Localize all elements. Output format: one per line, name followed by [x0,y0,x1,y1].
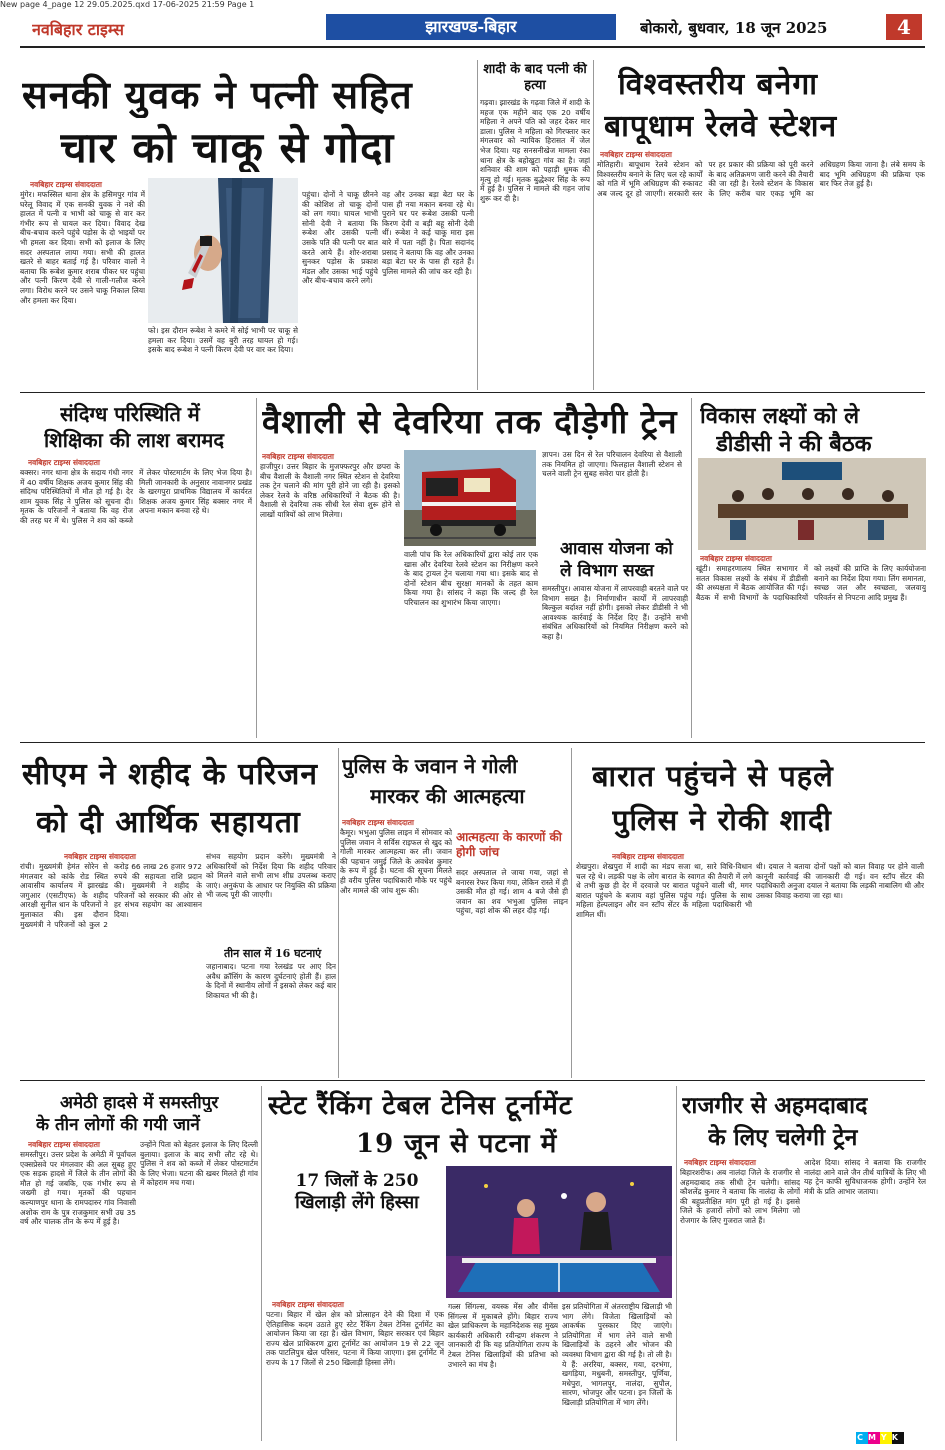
a11-body: समस्तीपुर। उत्तर प्रदेश के अमेठी में पूर्वांचल एक्सप्रेसवे पर मंगलवार की अल सुबह हुए एक सड़क हादसे में जिले के तीन लोगों की मौत हो गई जबकि, एक गंभीर रूप से जख्मी हो गया। मृतकों की पहचान कल्याणपुर थाना के रामपदारुर गांव निवासी अशोक राम के पुत्र राजकुमार सभी उम्र 35 वर्ष और चालक तीन के रूप में हुई है। [20,1150,136,1227]
a7-byline: नवबिहार टाइम्स संवाददाता [700,554,772,563]
a3-headline-2: बापूधाम रेलवे स्टेशन [604,109,838,144]
a11-col2: उन्होंने पिता को बेहतर इलाज के लिए दिल्ली बुलाया। इलाज के बाद सभी लौट रहे थे। पुलिस ने शव को कब्जे में लेकर पोस्टमार्टम के लिए भेजा। घटना की खबर मिलते ही गांव में कोहराम मच गया। [140,1140,258,1188]
divider [261,1086,262,1441]
a8-subhead: तीन साल में 16 घटनाएं [224,947,322,960]
a1-col2: पहुंचा। दोनों ने चाकू छीनने की कोशिश तो चाकू दोनों को लग गया। घायल भाभी सोनी देवी ने बताया कि रूबेश और उसकी पत्नी उसके पति की पत्नी पर बात करते आये हैं। शोर-शराबा सुनकर पड़ोस के प्रकाश मंडल और उसका भाई पहुंचे और बीच-बचाव करने लगे। [302,190,378,286]
a7-headline-1: विकास लक्ष्यों को ले [700,403,860,426]
a8-col2: संभव सहयोग प्रदान करेंगे। मुख्यमंत्री ने अधिकारियों को निर्देश दिया कि शहीद परिवार को मिलने वाले सभी लाभ शीघ्र उपलब्ध कराए जाएं। अनुकंपा के आधार पर नियुक्ति की प्रक्रिया भी जल्द पूरी की जाएगी। [206,852,336,900]
table-tennis-illustration [446,1166,672,1298]
a10-byline: नवबिहार टाइम्स संवाददाता [612,852,684,861]
a13-col2: आदेश दिया। सांसद ने बताया कि राजगीर नालंदा आने वाले जैन तीर्थ यात्रियों के लिए भी यह ट्रेन काफी सुविधाजनक होगी। उन्होंने रेल मंत्री के प्रति आभार जताया। [804,1158,926,1196]
brand-name: नवबिहार टाइम्स [32,20,124,39]
a2-kicker: शादी के बाद पत्नी की हत्या [483,62,587,93]
a4-body: बक्सर। नगर थाना क्षेत्र के सदाय गंधी नगर में 40 वर्षीय शिक्षक अजय कुमार सिंह की संदिग्ध परिस्थितियों में मौत हो गई है। देर शाम युवक सिंह ने पुलिस को सूचना दी। मृतक के परिजनों ने बताया कि वह रोज की तरह घर में थे। पुलिस ने शव को कब्जे में लेकर पोस्टमार्टम के लिए भेज दिया है। मिली जानकारी के अनुसार नावानगर प्रखंड के खरगपुरा प्राथमिक विद्यालय में कार्यरत शिक्षक अजय कुमार सिंह बक्सर नगर में अपना मकान बनवा रहे थे। [20,468,252,525]
a5-train-photo [404,450,536,546]
a8-byline: नवबिहार टाइम्स संवाददाता [64,852,136,861]
a9-byline: नवबिहार टाइम्स संवाददाता [342,818,414,827]
a9-headline-1: पुलिस के जवान ने गोली [342,754,518,778]
a10-col2: थी। दयाल ने बताया दोनों पक्षों को बाल विवाह पर होने वाली कानूनी कार्रवाई की जानकारी दी गई। वन स्टॉप सेंटर की पदाधिकारी अनुजा दयाल ने बताया कि लड़की नाबालिग थी और उसका विवाह कराया जा रहा था। [756,862,924,900]
cmyk-label: CMYK [857,1433,903,1442]
masthead [20,14,930,44]
divider [676,1086,677,1441]
a3-headline-1: विश्वस्तरीय बनेगा [618,67,818,102]
a12-sub-2: खिलाड़ी लेंगे हिस्सा [295,1192,419,1213]
a12-tennis-photo [446,1166,672,1298]
a8-col2b: जहानाबाद। पटना गया रेलखंड पर आए दिन अवैध क्रॉसिंग के कारण दुर्घटनाएं होती हैं। हाल के दिनों में स्थानीय लोगों ने इसको लेकर कई बार शिकायत भी की है। [206,962,336,1000]
a12-sub-1: 17 जिलों के 250 [295,1171,419,1190]
train-engine-illustration [404,450,536,546]
a4-byline: नवबिहार टाइम्स संवाददाता [28,458,100,467]
a10-body: शेखपुरा। शेखपुरा में शादी का मंडप सजा था, सारे विधि-विधान चल रहे थे। लड़की पक्ष के लोग बारात के स्वागत की तैयारी में लगे थे तभी कुछ ही देर में दरवाजे पर बारात पहुंचने वाली थी, मगर बारात पहुंचने के बजाय वहां पुलिस पहुंच गई। पुलिस के साथ महिला हेल्पलाइन और वन स्टॉप सेंटर के महिला पदाधिकारी भी शामिल थीं। [576,862,752,919]
a2-body: गढ़वा। झारखंड के गढ़वा जिले में शादी के महज एक महीने बाद एक 20 वर्षीय महिला ने अपने पति को जहर देकर मार डाला। पुलिस ने महिला को गिरफ्तार कर मंगलवार को न्यायिक हिरासत में जेल भेज दिया। यह सनसनीखेज मामला रंका थाना क्षेत्र के बहोखुटा गांव का है। जहां शनिवार की शाम को पहाड़ी धुमक की मृत्यु हो गई। मृतक बुद्धेश्वर सिंह के रूप में हुई है। पुलिस ने मामले की गहन जांच शुरू कर दी है। [480,98,590,203]
a12-headline-1: स्टेट रैंकिंग टेबल टेनिस टूर्नामेंट [268,1091,573,1121]
a10-headline-1: बारात पहुंचने से पहले [592,759,834,793]
a8-headline-1: सीएम ने शहीद के परिजन [22,757,319,792]
a12-byline: नवबिहार टाइम्स संवाददाता [272,1300,344,1309]
a4-headline-2: शिक्षिका की लाश बरामद [44,428,224,452]
a8-body: रांची। मुख्यमंत्री हेमंत सोरेन से मंगलवार को कांके रोड स्थित आवासीय कार्यालय में झारखंड जगुआर (एसटीएफ) के शहीद आरक्षी सुनील धान के परिजनों ने मुलाकात की। इस दौरान मुख्यमंत्री ने परिजनों को कुल 2 करोड़ 66 लाख 26 हजार 972 रुपये की सहायता राशि प्रदान की। मुख्यमंत्री ने शहीद के परिजनों को सरकार की ओर से हर संभव सहयोग का आश्वासन दिया। [20,862,202,929]
a1-byline: नवबिहार टाइम्स संवाददाता [30,180,102,189]
divider [338,748,339,1078]
a6-body: समस्तीपुर। आवास योजना में लापरवाही बरतने वाले पर विभाग सख्त है। निर्माणाधीन कार्यों में लापरवाही बिल्कुल बर्दाश्त नहीं होगी। इसको लेकर डीडीसी ने भी आवश्यक कार्रवाई के निर्देश दिए हैं। उन्होंने सभी संबंधित अधिकारियों को नियमित निरीक्षण करने को कहा है। [542,584,688,641]
divider [256,398,257,738]
a9-headline-2: मारकर की आत्महत्या [370,784,525,808]
a12-col4: तो ली है। ये हैं: अररिया, बक्सर, गया, दरभंगा, खगड़िया, मधुबनी, समस्तीपुर, पूर्णिया, मधेपुरा, भागलपुर, नालंदा, सुपौल, सारण, भोजपुर और पटना। इन जिलों के खिलाड़ी प्रतियोगिता में भाग लेंगे। [562,1349,672,1407]
a4-headline-1: संदिग्ध परिस्थिति में [60,402,200,424]
a13-byline: नवबिहार टाइम्स संवाददाता [684,1158,756,1167]
a5-byline: नवबिहार टाइम्स संवाददाता [262,452,334,461]
a7-headline-2: डीडीसी ने की बैठक [716,431,872,454]
a12-col3: इस प्रतियोगिता में अंतरराष्ट्रीय खिलाड़ी भी भाग लेंगे। विजेता खिलाड़ियों को आकर्षक पुरस्कार दिए जाएंगे। प्रतियोगिता में भाग लेने वाले सभी खिलाड़ियों के ठहरने और भोजन की व्यवस्था विभाग द्वारा की गई है। तो ली है। ये हैं: अररिया, बक्सर, गया, दरभंगा, खगड़िया, मधुबनी, समस्तीपुर, पूर्णिया, मधेपुरा, भागलपुर, नालंदा, सुपौल, सारण, भोजपुर और पटना। इन जिलों के खिलाड़ी प्रतियोगिता में भाग लेंगे। [562,1302,672,1407]
a6-headline-2: ले विभाग सख्त [560,561,654,580]
a13-body: बिहारशरीफ। अब नालंदा जिले के राजगीर से अहमदाबाद तक सीधी ट्रेन चलेगी। सांसद कौशलेंद्र कुमार ने बताया कि नालंदा के लोगों की बहुप्रतीक्षित मांग पूरी हो गई है। इससे जिले के हजारों लोगों को लाभ मिलेगा जो रोजगार के लिए गुजरात जाते हैं। [680,1168,800,1225]
a1-photo-caption: फो। इस दौरान रूबेश ने कमरे में सोई भाभी पर चाकू से हमला कर दिया। उसमें वह बुरी तरह घायल हो गई। इसके बाद रूबेश ने पत्नी किरण देवी पर वार कर दिया। [148,326,298,355]
a3-body: मोतिहारी। बापूधाम रेलवे स्टेशन को विश्वस्तरीय बनाने के लिए चल रहे कार्यों को गति में भूमि अधिग्रहण की रुकावट अब जल्द दूर हो जाएगी। सरकारी स्तर पर हर प्रकार की प्रक्रिया को पूरी करने के बाद अतिक्रमण जारी करने की तैयारी की जा रही है। रेलवे स्टेशन के विकास के लिए करीब चार एकड़ भूमि का अधिग्रहण किया जाना है। लंबे समय के बाद भूमि अधिग्रहण की प्रक्रिया एक बार फिर तेज हुई है। [597,160,925,198]
divider [571,748,572,1078]
divider [691,398,692,738]
a12-col2: गल्र्स सिंगल्स, वयस्क मेंस और वीमेंस सिंगल्स में मुकाबले होंगे। बिहार राज्य खेल प्राधिकरण के महानिदेशक सह मुख्य कार्यकारी अधिकारी रवीन्द्रण शंकरण ने जानकारी दी कि यह प्रतियोगिता राज्य के टेबल टेनिस खिलाड़ियों की प्रतिभा को उभारने का मंच है। [448,1302,558,1369]
a7-meeting-photo [698,458,926,550]
a1-headline-2: चार को चाकू से गोदा [60,123,395,172]
a1-knife-photo [148,178,298,323]
a5-body: हाजीपुर। उत्तर बिहार के मुजफ्फरपुर और छपरा के बीच वैशाली के वैशाली नगर स्थित स्टेशन से देवरिया तक ट्रेन चलाने की मांग पूरी होने जा रही है। इसको लेकर रेलवे के वरिष्ठ अधिकारियों ने बैठक की है। वैशाली से देवरिया तक सीधी रेल सेवा शुरू होने से लाखों यात्रियों को लाभ मिलेगा। [260,462,400,519]
section-rule [20,1080,925,1081]
a1-headline-1: सनकी युवक ने पत्नी सहित [22,72,413,117]
a13-headline-2: के लिए चलेगी ट्रेन [708,1124,858,1150]
a9-kicker: आत्महत्या के कारणों की होगी जांच [456,830,562,859]
section-rule [20,392,925,393]
a9-body-2: सदर अस्पताल ले जाया गया, जहां से बनारस रेफर किया गया, लेकिन रास्ते में ही उसकी मौत हो गई। शाम 4 बजे जैसे ही जवान का शव भभुआ पुलिस लाइन पहुंचा, वहां शोक की लहर दौड़ गई। [456,868,568,916]
a5-body-2: वाली पांच कि रेल अधिकारियों द्वारा कोई तार एक खास और देवरिया रेलवे स्टेशन का निरीक्षण करने के बाद ट्रायल ट्रेन चलाया गया था। इसके बाद से दोनों स्टेशन बीच सुरक्षा मानकों के तहत काम किया गया है। सांसद ने कहा कि जल्द ही रेल परिचालन का शुभारंभ किया जाएगा। [404,550,538,607]
masthead-rule [20,46,925,48]
a5-headline: वैशाली से देवरिया तक दौड़ेगी ट्रेन [262,402,678,441]
page-number: 4 [886,14,922,40]
a11-headline-1: अमेठी हादसे में समस्तीपुर [60,1093,219,1112]
section-banner: झारखण्ड-बिहार [326,14,616,40]
a11-headline-2: के तीन लोगों की गयी जानें [36,1115,200,1134]
file-header: New page 4_page 12 29.05.2025.qxd 17-06-2025 21:59 Page 1 [0,0,255,9]
a7-body: खूंटी। समाहरणालय स्थित सभागार में सतत विकास लक्ष्यों के संबंध में डीडीसी की अध्यक्षता में बैठक आयोजित की गई। बैठक में सभी विभागों के पदाधिकारियों को लक्ष्यों की प्राप्ति के लिए कार्ययोजना बनाने का निर्देश दिया गया। लिंग समानता, स्वच्छ जल और स्वच्छता, जलवायु परिवर्तन से निपटना आदि प्रमुख हैं। [696,564,926,602]
a11-byline: नवबिहार टाइम्स संवाददाता [28,1140,100,1149]
section-rule [20,742,925,743]
knife-attack-illustration [148,178,298,323]
dateline: बोकारो, बुधवार, 18 जून 2025 [640,19,828,37]
a6-headline-1: आवास योजना को [560,539,673,558]
divider [477,60,478,390]
a9-body: कैमूर। भभुआ पुलिस लाइन में सोमवार को पुलिस जवान ने सर्विस राइफल से खुद को गोली मारकर आत्महत्या कर ली। जवान की पहचान जमुई जिले के अवधेश कुमार के रूप में हुई है। घटना की सूचना मिलते ही वरीय पुलिस पदाधिकारी मौके पर पहुंचे और मामले की जांच शुरू की। [340,828,452,895]
a13-headline-1: राजगीर से अहमदाबाद [682,1092,868,1118]
a1-lead: मुंगेर। मफस्सिल थाना क्षेत्र के हसिमपुर गांव में घरेलू विवाद में एक सनकी युवक ने नशे की हालत में पत्नी व भाभी को चाकू से वार कर गंभीर रूप से घायल कर दिया। विवाद देख बीच-बचाव करने पहुंचे पड़ोस के दो भाइयों पर भी हमला कर दिया। सभी को इलाज के लिए सदर अस्पताल लाया गया। सभी की हालत खतरे से बाहर बताई गई है। परिवार वालों ने बताया कि रूबेश कुमार शराब पीकर घर पहुंचा और पत्नी किरण देवी से गाली-गलौज करने लगा। विरोध करने पर उसने चाकू निकाल लिया और हमला कर दिया। [20,190,145,305]
a10-headline-2: पुलिस ने रोकी शादी [612,803,832,837]
a3-byline: नवबिहार टाइम्स संवाददाता [600,150,672,159]
a5-caption: ज्ञापन। उस दिन से रेल परिचालन देवरिया से वैशाली तक नियमित हो जाएगा। फिलहाल वैशाली स्टेशन से चलने वाली ट्रेन सुबह सवेरा पार होती है। [542,450,682,479]
a8-headline-2: को दी आर्थिक सहायता [36,805,301,840]
a12-headline-2: 19 जून से पटना में [356,1129,558,1159]
divider [593,60,594,390]
meeting-room-illustration [698,458,926,550]
a1-col3: वह और उनका बड़ा बेटा घर के पास ही नया मकान बनवा रहे थे। पुराने घर पर रूबेश उसकी पत्नी किरण देवी व बड़ी बहू सोनी देवी थीं। रूबेश ने कई चाकू मारा इस बारे में पता नहीं है। पिता सदानंद प्रसाद ने बताया कि वह और उनका बड़ा बेटा घर के पास ही रहते हैं। पुलिस मामले की जांच कर रही है। [382,190,474,276]
a12-body: पटना। बिहार में खेल क्षेत्र को प्रोत्साहन देने की दिशा में एक ऐतिहासिक कदम उठाते हुए स्टेट रैंकिंग टेबल टेनिस टूर्नामेंट का आयोजन किया जा रहा है। खेल विभाग, बिहार सरकार एवं बिहार राज्य खेल प्राधिकरण द्वारा टूर्नामेंट का आयोजन 19 से 22 जून तक पाटलिपुत्र खेल परिसर, पटना में किया जाएगा। इस टूर्नामेंट में राज्य के 17 जिलों से 250 खिलाड़ी हिस्सा लेंगे। [266,1310,444,1367]
